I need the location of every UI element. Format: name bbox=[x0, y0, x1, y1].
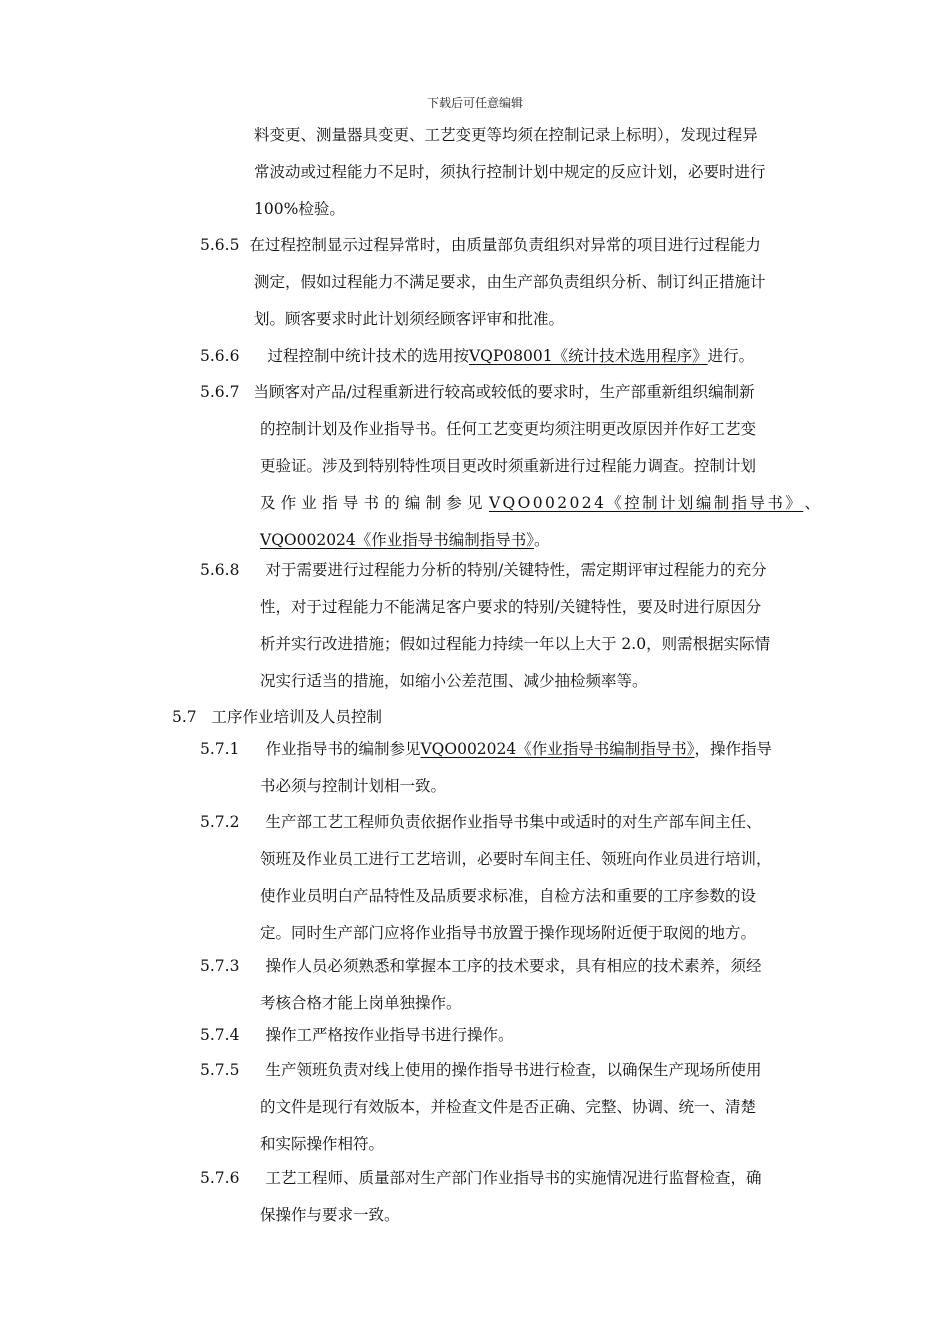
text-span: 。 bbox=[534, 531, 550, 549]
section-number: 5.7.2 bbox=[200, 813, 240, 831]
text-line: 和实际操作相符。 bbox=[260, 1135, 385, 1153]
paragraph-5-7-1 bbox=[200, 731, 772, 805]
section-title: 工序作业培训及人员控制 bbox=[211, 708, 382, 726]
text-line: 测定，假如过程能力不满足要求，由生产部负责组织分析、制订纠正措施计 bbox=[254, 273, 766, 291]
text-line: 析并实行改进措施；假如过程能力持续一年以上大于 2.0，则需根据实际情 bbox=[260, 635, 771, 653]
paragraph-5-6-6 bbox=[200, 338, 754, 375]
text-line: 料变更、测量器具变更、工艺变更等均须在控制记录上标明），发现过程异 bbox=[254, 126, 758, 144]
text-line: 更验证。涉及到特别特性项目更改时须重新进行过程能力调查。控制计划 bbox=[260, 457, 757, 475]
text-line: 常波动或过程能力不足时，须执行控制计划中规定的反应计划，必要时进行 bbox=[254, 163, 766, 181]
section-number: 5.7 bbox=[172, 708, 197, 726]
text-line: 划。顾客要求时此计划须经顾客评审和批准。 bbox=[254, 310, 565, 328]
text-line: 领班及作业员工进行工艺培训，必要时车间主任、领班向作业员进行培训， bbox=[260, 850, 772, 868]
text-line: 保操作与要求一致。 bbox=[260, 1206, 400, 1224]
text-span: ，操作指导 bbox=[694, 740, 773, 758]
paragraph-5-7-2 bbox=[200, 804, 772, 952]
text-span: 及作业指导书的编制参见 bbox=[260, 494, 488, 512]
section-number: 5.6.5 bbox=[200, 236, 240, 254]
section-number: 5.7.4 bbox=[200, 1026, 240, 1044]
section-number: 5.7.6 bbox=[200, 1169, 240, 1187]
section-number: 5.6.7 bbox=[200, 383, 240, 401]
text-line: 在过程控制显示过程异常时，由质量部负责组织对异常的项目进行过程能力 bbox=[249, 236, 761, 254]
text-line: 生产领班负责对线上使用的操作指导书进行检查，以确保生产现场所使用 bbox=[265, 1061, 762, 1079]
text-line: 况实行适当的措施，如缩小公差范围、减少抽检频率等。 bbox=[260, 672, 648, 690]
text-span: 作业指导书的编制参见 bbox=[265, 740, 421, 758]
text-line: 对于需要进行过程能力分析的特别/关键特性，需定期评审过程能力的充分 bbox=[265, 561, 767, 579]
text-line: 书必须与控制计划相一致。 bbox=[260, 777, 447, 795]
document-reference-link[interactable]: VQP08001《统计技术选用程序》 bbox=[468, 347, 708, 365]
text-line: 的文件是现行有效版本，并检查文件是否正确、完整、协调、统一、清楚 bbox=[260, 1098, 757, 1116]
text-line: 操作工严格按作业指导书进行操作。 bbox=[265, 1026, 514, 1044]
paragraph-5-6-8 bbox=[200, 552, 770, 700]
text-line: 操作人员必须熟悉和掌握本工序的技术要求，具有相应的技术素养，须经 bbox=[265, 957, 762, 975]
text-line: 考核合格才能上岗单独操作。 bbox=[260, 994, 462, 1012]
text-line: 性，对于过程能力不能满足客户要求的特别/关键特性，要及时进行原因分 bbox=[260, 598, 762, 616]
section-number: 5.6.8 bbox=[200, 561, 240, 579]
paragraph-5-6-5 bbox=[200, 227, 766, 338]
document-reference-link[interactable]: VQO002024《作业指导书编制指导书》 bbox=[260, 531, 535, 549]
page-header: 下载后可任意编辑 bbox=[426, 96, 523, 110]
document-reference-link[interactable]: VQO002024《控制计划编制指导书》 bbox=[488, 494, 804, 512]
paragraph-5-7-6 bbox=[200, 1160, 761, 1234]
paragraph-5-7-3 bbox=[200, 948, 761, 1022]
paragraph-5-6-4-continued bbox=[254, 117, 806, 228]
text-line: 的控制计划及作业指导书。任何工艺变更均须注明更改原因并作好工艺变 bbox=[260, 420, 757, 438]
text-line: 100%检验。 bbox=[254, 200, 345, 218]
text-line: 当顾客对产品/过程重新进行较高或较低的要求时，生产部重新组织编制新 bbox=[253, 383, 755, 401]
text-span: 进行。 bbox=[707, 347, 755, 365]
section-number: 5.6.6 bbox=[200, 347, 240, 365]
text-line: 生产部工艺工程师负责依据作业指导书集中或适时的对生产部车间主任、 bbox=[265, 813, 762, 831]
document-reference-link[interactable]: VQO002024《作业指导书编制指导书》 bbox=[420, 740, 695, 758]
section-number: 5.7.3 bbox=[200, 957, 240, 975]
paragraph-5-6-7 bbox=[200, 374, 820, 559]
text-line: 使作业员明白产品特性及品质要求标准，自检方法和重要的工序参数的设 bbox=[260, 887, 757, 905]
text-span: 过程控制中统计技术的选用按 bbox=[267, 347, 469, 365]
text-line: 定。同时生产部门应将作业指导书放置于操作现场附近便于取阅的地方。 bbox=[260, 924, 757, 942]
section-number: 5.7.5 bbox=[200, 1061, 240, 1079]
text-span: 、 bbox=[804, 494, 820, 512]
paragraph-5-7-4 bbox=[200, 1017, 513, 1054]
paragraph-5-7-5 bbox=[200, 1052, 761, 1163]
section-number: 5.7.1 bbox=[200, 740, 240, 758]
text-line: 工艺工程师、质量部对生产部门作业指导书的实施情况进行监督检查，确 bbox=[265, 1169, 762, 1187]
